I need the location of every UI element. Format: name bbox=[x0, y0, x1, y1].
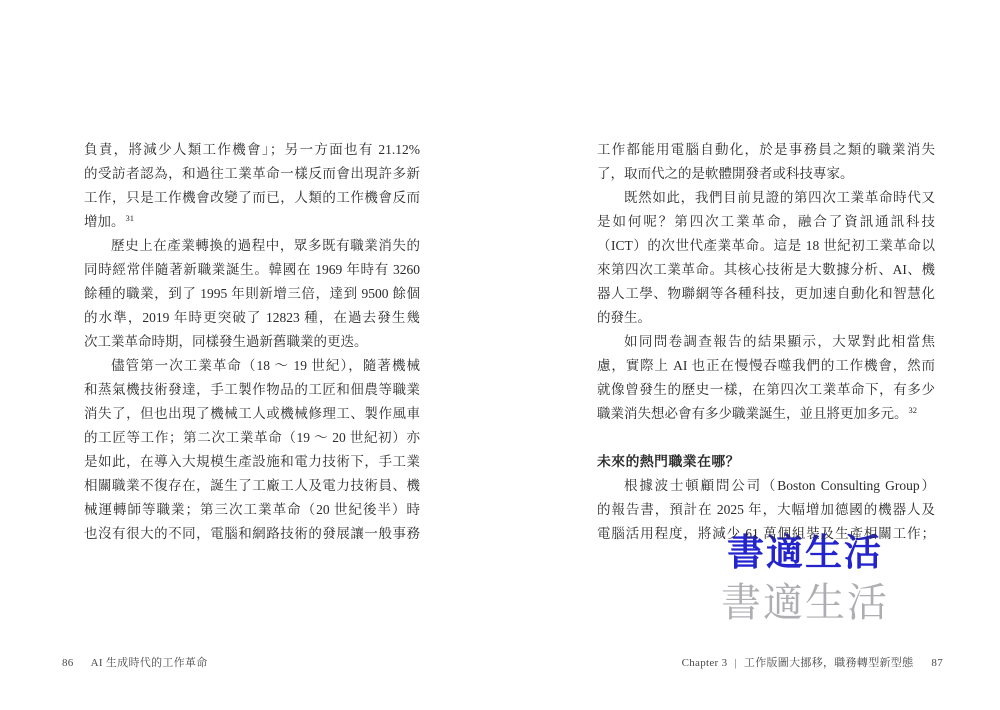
left-page-text bbox=[84, 138, 420, 546]
book-title: AI 生成時代的工作革命 bbox=[90, 657, 208, 669]
text-line: 器人工學、物聯網等各種科技，更加速自動化和智慧化 bbox=[597, 286, 935, 301]
text-line: 次工業革命時期，同樣發生過新舊職業的更迭。 bbox=[84, 334, 368, 349]
text-line: 職業消失想必會有多少職業誕生，並且將更加多元。$^{32}$ bbox=[597, 404, 917, 421]
footnote-ref: 31 bbox=[125, 212, 134, 223]
text-line: 就像曾發生的歷史一樣，在第四次工業革命下，有多少 bbox=[597, 382, 935, 397]
text-line: 既然如此，我們目前見證的第四次工業革命時代又 bbox=[624, 190, 935, 205]
footer-divider: | bbox=[734, 657, 737, 669]
text-line: 械運轉師等職業；第三次工業革命（20 世紀後半）時 bbox=[84, 502, 420, 517]
chapter-title: 工作版圖大挪移，職務轉型新型態 bbox=[743, 657, 914, 669]
text-line: 的受訪者認為，和過往工業革命一樣反而會出現許多新 bbox=[84, 166, 420, 181]
text-line: 和蒸氣機技術發達，手工製作物品的工匠和佃農等職業 bbox=[84, 382, 420, 397]
text-line: 來第四次工業革命。其核心技術是大數據分析、AI、機 bbox=[597, 262, 935, 277]
watermark-gray: 書適生活 bbox=[721, 580, 889, 625]
text-line: 電腦活用程度，將減少 61 萬個組裝及生產相關工作； bbox=[597, 526, 935, 541]
text-line: 慮，實際上 AI 也正在慢慢吞噬我們的工作機會，然而 bbox=[597, 358, 935, 373]
section-heading: 未來的熱門職業在哪？ bbox=[597, 454, 740, 469]
watermark-blue: 書適生活 bbox=[727, 533, 883, 574]
text-line: 如同問卷調查報告的結果顯示，大眾對此相當焦 bbox=[624, 334, 935, 349]
text-line: 增加。$^{31}$ bbox=[84, 212, 134, 229]
left-page-footer bbox=[62, 656, 208, 670]
text-line: 相關職業不復存在，誕生了工廠工人及電力技術員、機 bbox=[84, 478, 420, 493]
text-line: 是如此，在導入大規模生產設施和電力技術下，手工業 bbox=[84, 454, 420, 469]
text-line: （ICT）的次世代產業革命。這是 18 世紀初工業革命以 bbox=[597, 238, 935, 253]
text-line: 儘管第一次工業革命（18 ～ 19 世紀），隨著機械 bbox=[111, 358, 420, 373]
text-line: 歷史上在產業轉換的過程中，眾多既有職業消失的 bbox=[111, 238, 420, 253]
text-line: 工作，只是工作機會改變了而已，人類的工作機會反而 bbox=[84, 190, 420, 205]
text-line: 負責，將減少人類工作機會」；另一方面也有 21.12% bbox=[84, 142, 420, 157]
chapter-label: Chapter 3 bbox=[681, 657, 728, 669]
text-line: 也沒有很大的不同，電腦和網路技術的發展讓一般事務 bbox=[84, 526, 420, 541]
right-page-number: 87 bbox=[931, 657, 943, 669]
text-line: 餘種的職業，到了 1995 年則新增三倍，達到 9500 餘個 bbox=[84, 286, 420, 301]
text-line: 的發生。 bbox=[597, 310, 651, 325]
text-line: 工作都能用電腦自動化，於是事務員之類的職業消失 bbox=[597, 142, 935, 157]
text-line: 消失了，但也出現了機械工人或機械修理工、製作風車 bbox=[84, 406, 420, 421]
text-line: 的工匠等工作；第二次工業革命（19 ～ 20 世紀初）亦 bbox=[84, 430, 420, 445]
text-line: 的報告書，預計在 2025 年，大幅增加德國的機器人及 bbox=[597, 502, 935, 517]
text-line: 了，取而代之的是軟體開發者或科技專家。 bbox=[597, 166, 854, 181]
left-page-number: 86 bbox=[62, 657, 74, 669]
text-line: 的水準，2019 年時更突破了 12823 種，在過去發生幾 bbox=[84, 310, 420, 325]
right-page-text bbox=[597, 138, 935, 546]
text-line: 根據波士頓顧問公司（Boston Consulting Group） bbox=[624, 478, 935, 493]
text-line: 同時經常伴隨著新職業誕生。韓國在 1969 年時有 3260 bbox=[84, 262, 420, 277]
right-page-footer bbox=[682, 656, 943, 670]
text-line: 是如何呢？第四次工業革命，融合了資訊通訊科技 bbox=[597, 214, 935, 229]
footnote-ref: 32 bbox=[908, 404, 917, 415]
